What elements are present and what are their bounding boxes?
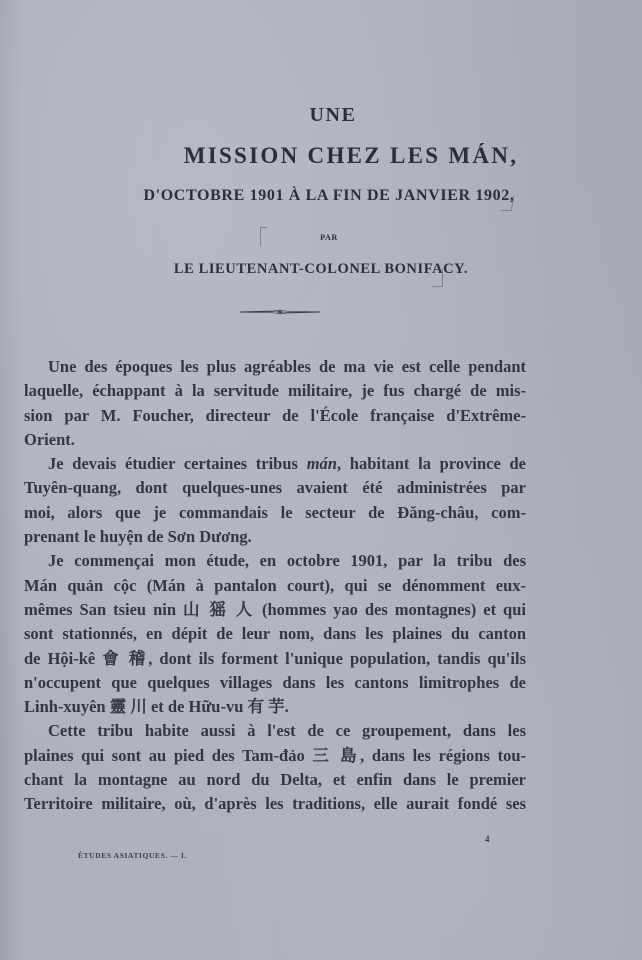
sheet-mark: 4 [485,834,490,844]
text-line: Mán quản cộc (Mán à pantalon court), qui se dénomment eux- [24,575,526,595]
text-line: Tuyên-quang, dont quelques-unes avaient été administrées par [24,478,526,498]
text-line: prenant le huyện de Sơn Dương. [24,527,252,547]
text-line: de Hội-kê 會 稽, dont ils forment l'unique population, tandis qu'ils [24,648,526,668]
title-dates: D'OCTOBRE 1901 À LA FIN DE JANVIER 1902, [143,187,515,204]
text-line: mêmes San tsieu nin 山 猺 人 (hommes yao des montagnes) et qui [24,599,526,619]
text-line: Orient. [24,429,75,449]
byline-par: PAR [320,233,338,242]
text-run: , habitant la province de [336,454,526,474]
text-line: sion par M. Foucher, directeur de l'École française d'Extrême- [24,405,526,425]
text-line: Une des époques les plus agréables de ma vie est celle pendant [48,357,526,376]
pencil-bracket-mark [260,227,267,246]
paragraph-2 [24,452,526,549]
text-line: Territoire militaire, où, d'après les traditions, elle aurait fondé ses [24,794,526,814]
page-title: MISSION CHEZ LES MÁN, [183,143,519,168]
pencil-bracket-mark [501,196,515,211]
text-line: Je commençai mon étude, en octobre 1901, par la tribu des [48,551,526,571]
text-line: moi, alors que je commandais le secteur de Đăng-châu, com- [24,502,526,522]
text-line: Cette tribu habite aussi à l'est de ce groupement, dans les [48,721,526,741]
paragraph-1 [24,355,526,452]
body-text [24,355,526,817]
author-name: LE LIEUTENANT-COLONEL BONIFACY. [173,261,469,277]
text-run: Je devais étudier certaines tribus [48,454,298,474]
text-line: n'occupent que quelques villages dans les cantons limitrophes de [24,672,526,692]
pencil-bracket-mark [432,268,443,287]
signature-line: ÉTUDES ASIATIQUES. — I. [78,851,187,860]
paragraph-4 [24,719,526,816]
text-line: Linh-xuyên 靈 川 et de Hữu-vu 有 芋. [24,697,289,717]
text-line: chant la montagne au nord du Delta, et enfin dans le premier [24,770,526,790]
paragraph-3 [24,549,526,719]
title-prefix: UNE [309,104,357,126]
text-line: plaines qui sont au pied des Tam-đảo 三 島, dans les régions tou- [24,745,526,765]
text-line: sont stationnés, en dépit de leur nom, dans les plaines du canton [24,624,526,644]
text-line: laquelle, échappant à la servitude militaire, je fus chargé de mis- [24,381,526,401]
ornament-divider [240,308,320,316]
text-line [24,452,526,476]
italic-term: mán [306,454,337,474]
